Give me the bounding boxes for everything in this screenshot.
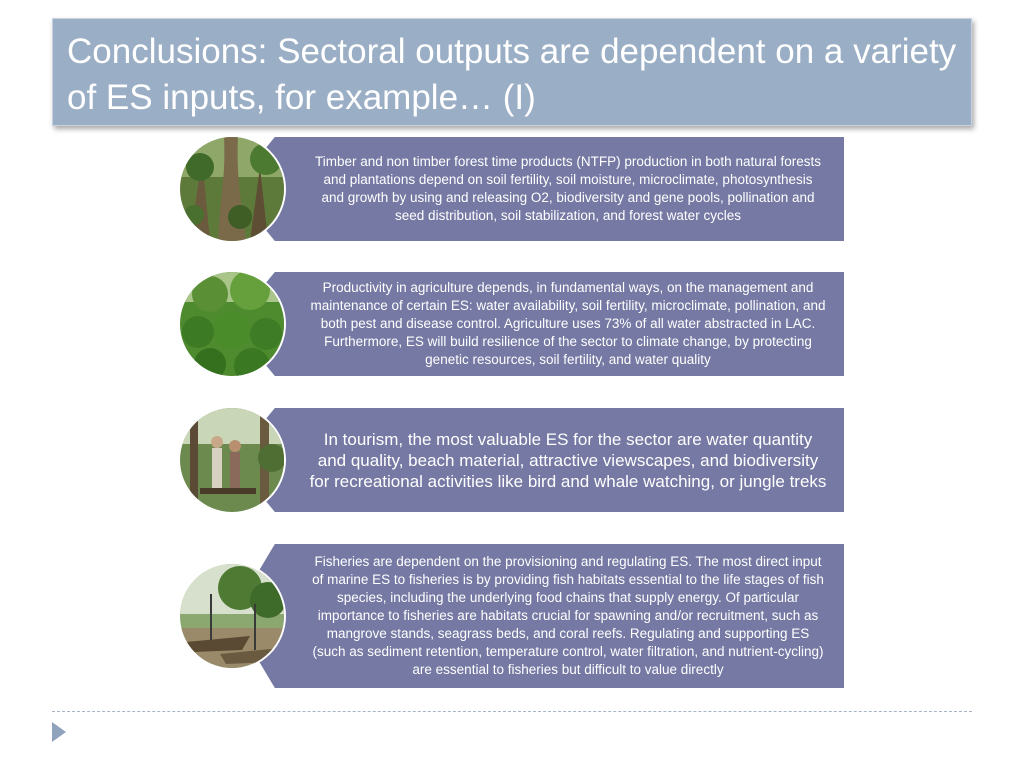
slide-title: Conclusions: Sectoral outputs are dependent on a variety of ES inputs, for example… (I): [67, 32, 957, 117]
crop-field-photo-icon: [180, 272, 284, 376]
slide-title-box: [52, 18, 972, 126]
forest-tree-photo-icon: [180, 137, 284, 241]
list-item-tourism: [180, 408, 844, 512]
item-text-agriculture: Productivity in agriculture depends, in fundamental ways, on the management and maintenance of certain ES: water availability, soil fertility, microclimate, pollination, and both pest and disease control. Agriculture uses 73% of all water abstracted in LAC. Furthermore, ES will build resilience of the sector to climate change, by protecting genetic resources, soil fertility, and water quality: [310, 280, 826, 367]
footer-divider: [52, 711, 972, 712]
item-text-forestry: Timber and non timber forest time products (NTFP) production in both natural forests and plantations depend on soil fertility, soil moisture, microclimate, photosynthesis and growth by using and releasing O2, biodiversity and gene pools, pollination and seed distribution, soil stabilization, and forest water cycles: [315, 154, 821, 223]
canopy-tourism-photo-icon: [180, 408, 284, 512]
item-text-fisheries: Fisheries are dependent on the provisioning and regulating ES. The most direct input of marine ES to fisheries is by providing fish habitats essential to the life stages of fish species, including the underlying food chains that supply energy. Of particular importance to fisheries are habitats crucial for spawning and/or recruitment, such as mangrove stands, seagrass beds, and coral reefs. Regulating and supporting ES (such as sediment retention, temperature control, water filtration, and nutrient-cycling) are essential to fisheries but difficult to value directly: [312, 554, 824, 677]
list-item-fisheries: [180, 544, 844, 688]
list-item-forestry: [180, 137, 844, 241]
slide-bullet-arrow-icon: [52, 722, 66, 742]
list-item-agriculture: [180, 272, 844, 376]
item-text-tourism: In tourism, the most valuable ES for the sector are water quantity and quality, beach material, attractive viewscapes, and biodiversity for recreational activities like bird and whale watching, or jungle treks: [309, 429, 827, 491]
fishing-boats-photo-icon: [180, 564, 284, 668]
